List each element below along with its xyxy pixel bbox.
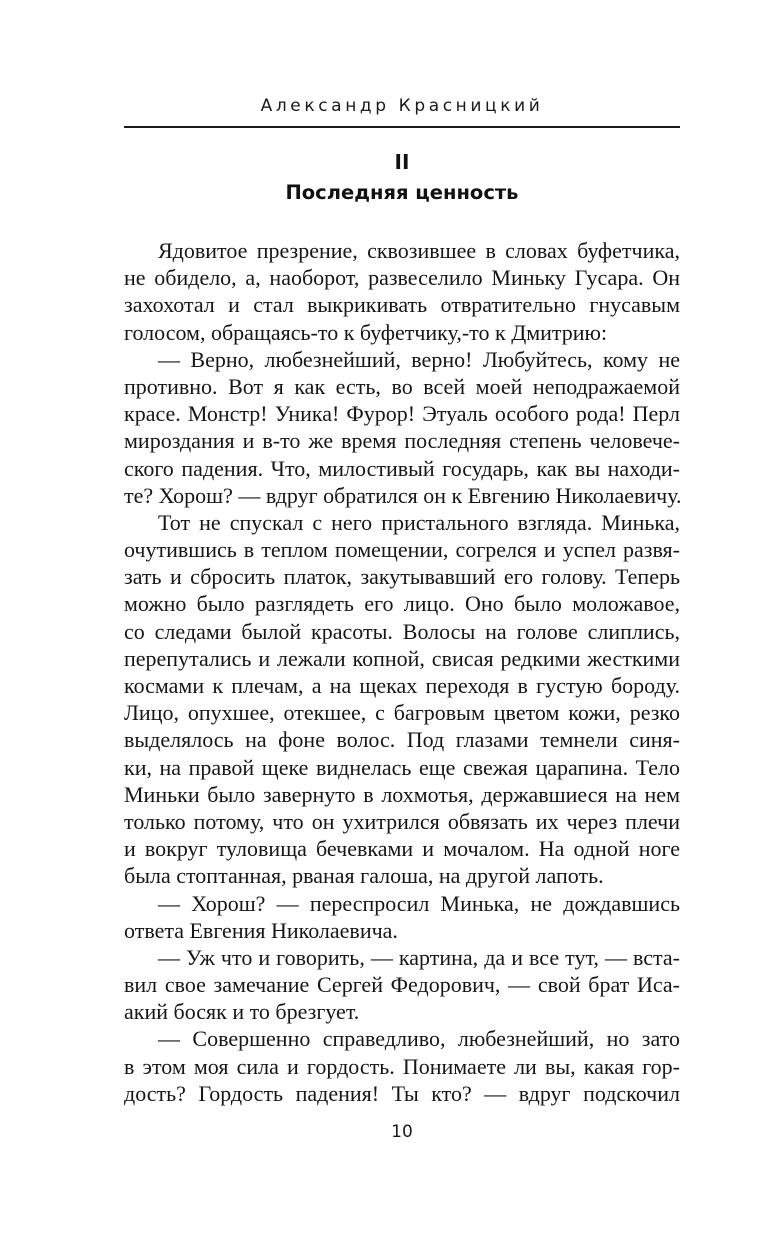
text-line: мироздания и в-то же время последняя степень человече- xyxy=(124,428,680,454)
paragraph-1 xyxy=(124,237,680,346)
text-line: перепутались и лежали копной, свисая редкими жесткими xyxy=(124,645,680,671)
text-line: была стоптанная, рваная галоша, на другой лапоть. xyxy=(124,863,604,889)
text-line: выделялось на фоне волос. Под глазами темнели синя- xyxy=(124,727,680,753)
text-line: можно было разглядеть его лицо. Оно было моложавое, xyxy=(124,591,680,617)
text-line: и вокруг туловища бечевками и мочалом. На одной ноге xyxy=(124,836,680,862)
text-line: Лицо, опухшее, отекшее, с багровым цветом кожи, резко xyxy=(124,700,680,726)
text-line: ского падения. Что, милостивый государь, как вы находи- xyxy=(124,455,680,481)
text-line: — Совершенно справедливо, любезнейший, но зато xyxy=(158,1026,680,1052)
body-text xyxy=(124,237,680,1107)
text-line: — Уж что и говорить, — картина, да и все тут, — вста- xyxy=(158,944,680,970)
text-line: в этом моя сила и гордость. Понимаете ли вы, какая гор- xyxy=(124,1053,680,1079)
text-line: — Верно, любезнейший, верно! Любуйтесь, кому не xyxy=(158,346,680,372)
running-head: Александр Красницкий xyxy=(260,96,544,116)
paragraph-6 xyxy=(124,1025,680,1107)
text-line: очутившись в теплом помещении, согрелся и успел развя- xyxy=(124,537,680,563)
text-line: со следами былой красоты. Волосы на голове слиплись, xyxy=(124,618,680,644)
page-number: 10 xyxy=(391,1122,413,1142)
text-line: зать и сбросить платок, закутывавший его голову. Теперь xyxy=(124,564,680,590)
paragraph-4 xyxy=(124,890,680,944)
text-line: не обидело, а, наоборот, развеселило Миньку Гусара. Он xyxy=(124,265,680,291)
paragraph-3 xyxy=(124,509,680,890)
text-line: захохотал и стал выкрикивать отвратительно гнусавым xyxy=(124,292,680,318)
chapter-title: Последняя ценность xyxy=(285,181,519,204)
chapter-number: II xyxy=(394,150,410,174)
text-line: Миньки было завернуто в лохмотья, державшиеся на нем xyxy=(124,781,680,807)
text-line: дость? Гордость падения! Ты кто? — вдруг подскочил xyxy=(124,1080,680,1106)
text-line: Тот не спускал с него пристального взгляда. Минька, xyxy=(158,509,680,535)
text-line: Ядовитое презрение, сквозившее в словах буфетчика, xyxy=(158,238,680,263)
text-line: космами к плечам, а на щеках переходя в густую бороду. xyxy=(124,673,680,698)
paragraph-5 xyxy=(124,944,680,1026)
text-line: вил свое замечание Сергей Федорович, — свой брат Иса- xyxy=(124,972,680,998)
text-line: ки, на правой щеке виднелась еще свежая царапина. Тело xyxy=(124,754,680,780)
text-line: те? Хорош? — вдруг обратился он к Евгению Николаевичу. xyxy=(124,482,682,508)
paragraph-2 xyxy=(124,346,680,509)
text-line: красе. Монстр! Уника! Фурор! Этуаль особого рода! Перл xyxy=(124,401,680,427)
text-line: — Хорош? — переспросил Минька, не дождавшись xyxy=(158,890,680,916)
text-line: противно. Вот я как есть, во всей моей неподражаемой xyxy=(124,373,680,399)
text-line: ответа Евгения Николаевича. xyxy=(124,917,398,943)
header-rule xyxy=(124,126,680,128)
text-line: акий босяк и то брезгует. xyxy=(124,999,360,1025)
text-line: голосом, обращаясь-то к буфетчику,-то к Дмитрию: xyxy=(124,319,608,345)
text-line: только потому, что он ухитрился обвязать их через плечи xyxy=(124,808,680,834)
